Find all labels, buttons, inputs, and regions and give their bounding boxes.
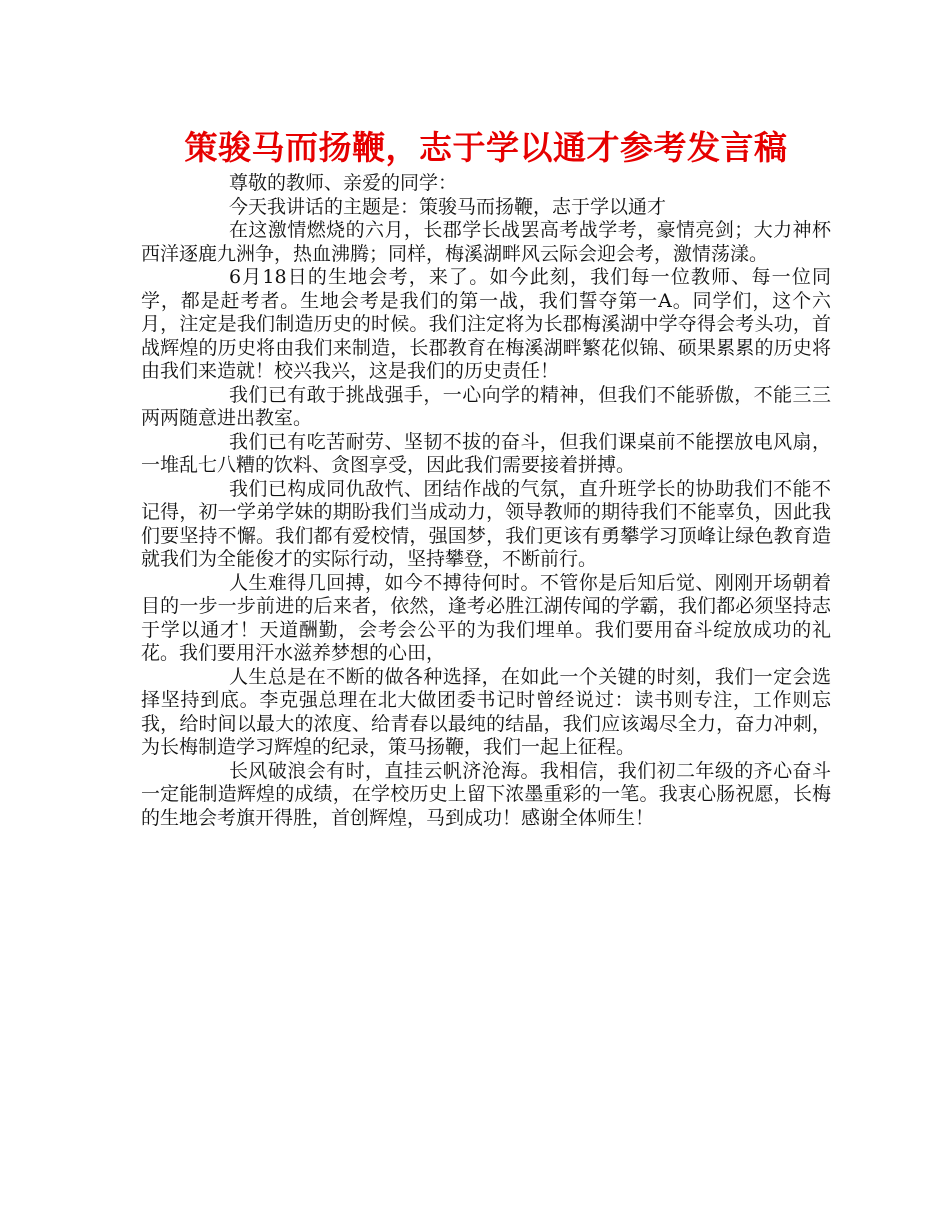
document-page	[141, 126, 831, 830]
paragraph: 人生难得几回搏，如今不搏待何时。不管你是后知后觉、刚刚开场朝着目的一步一步前进的后来者，依然，逢考必胜江湖传闻的学霸，我们都必须坚持志于学以通才！天道酬勤，会考会公平的为我们埋单。我们要用奋斗绽放成功的礼花。我们要用汗水滋养梦想的心田，	[141, 571, 831, 664]
paragraph: 在这激情燃烧的六月，长郡学长战罢高考战学考，豪情亮剑；大力神杯西洋逐鹿九洲争，热血沸腾；同样，梅溪湖畔风云际会迎会考，激情荡漾。	[141, 219, 831, 265]
speech-topic: 今天我讲话的主题是：策骏马而扬鞭，志于学以通才	[229, 195, 667, 218]
document-title: 策骏马而扬鞭，志于学以通才参考发言稿	[184, 128, 788, 167]
paragraph: 我们已构成同仇敌忾、团结作战的气氛，直升班学长的协助我们不能不记得，初一学弟学妹的期盼我们当成动力，领导教师的期待我们不能辜负，因此我们要坚持不懈。我们都有爱校情，强国梦，我们更该有勇攀学习顶峰让绿色教育造就我们为全能俊才的实际行动，坚持攀登，不断前行。	[141, 477, 831, 570]
paragraph: 6月18日的生地会考，来了。如今此刻，我们每一位教师、每一位同学，都是赶考者。生地会考是我们的第一战，我们誓夺第一A。同学们，这个六月，注定是我们制造历史的时候。我们注定将为长郡梅溪湖中学夺得会考头功，首战辉煌的历史将由我们来制造，长郡教育在梅溪湖畔繁花似锦、硕果累累的历史将由我们来造就！校兴我兴，这是我们的历史责任！	[141, 266, 831, 382]
paragraph: 我们已有敢于挑战强手，一心向学的精神，但我们不能骄傲，不能三三两两随意进出教室。	[141, 383, 831, 429]
paragraph: 我们已有吃苦耐劳、坚韧不拔的奋斗，但我们课桌前不能摆放电风扇，一堆乱七八糟的饮料、贪图享受，因此我们需要接着拼搏。	[141, 430, 831, 476]
paragraph: 人生总是在不断的做各种选择，在如此一个关键的时刻，我们一定会选择坚持到底。李克强总理在北大做团委书记时曾经说过：读书则专注，工作则忘我，给时间以最大的浓度、给青春以最纯的结晶，我们应该竭尽全力，奋力冲刺，为长梅制造学习辉煌的纪录，策马扬鞭，我们一起上征程。	[141, 665, 831, 758]
document-body	[141, 172, 831, 830]
closing-paragraph: 长风破浪会有时，直挂云帆济沧海。我相信，我们初二年级的齐心奋斗一定能制造辉煌的成绩，在学校历史上留下浓墨重彩的一笔。我衷心肠祝愿，长梅的生地会考旗开得胜，首创辉煌，马到成功！感谢全体师生！	[141, 759, 831, 829]
salutation: 尊敬的教师、亲爱的同学：	[229, 172, 458, 194]
